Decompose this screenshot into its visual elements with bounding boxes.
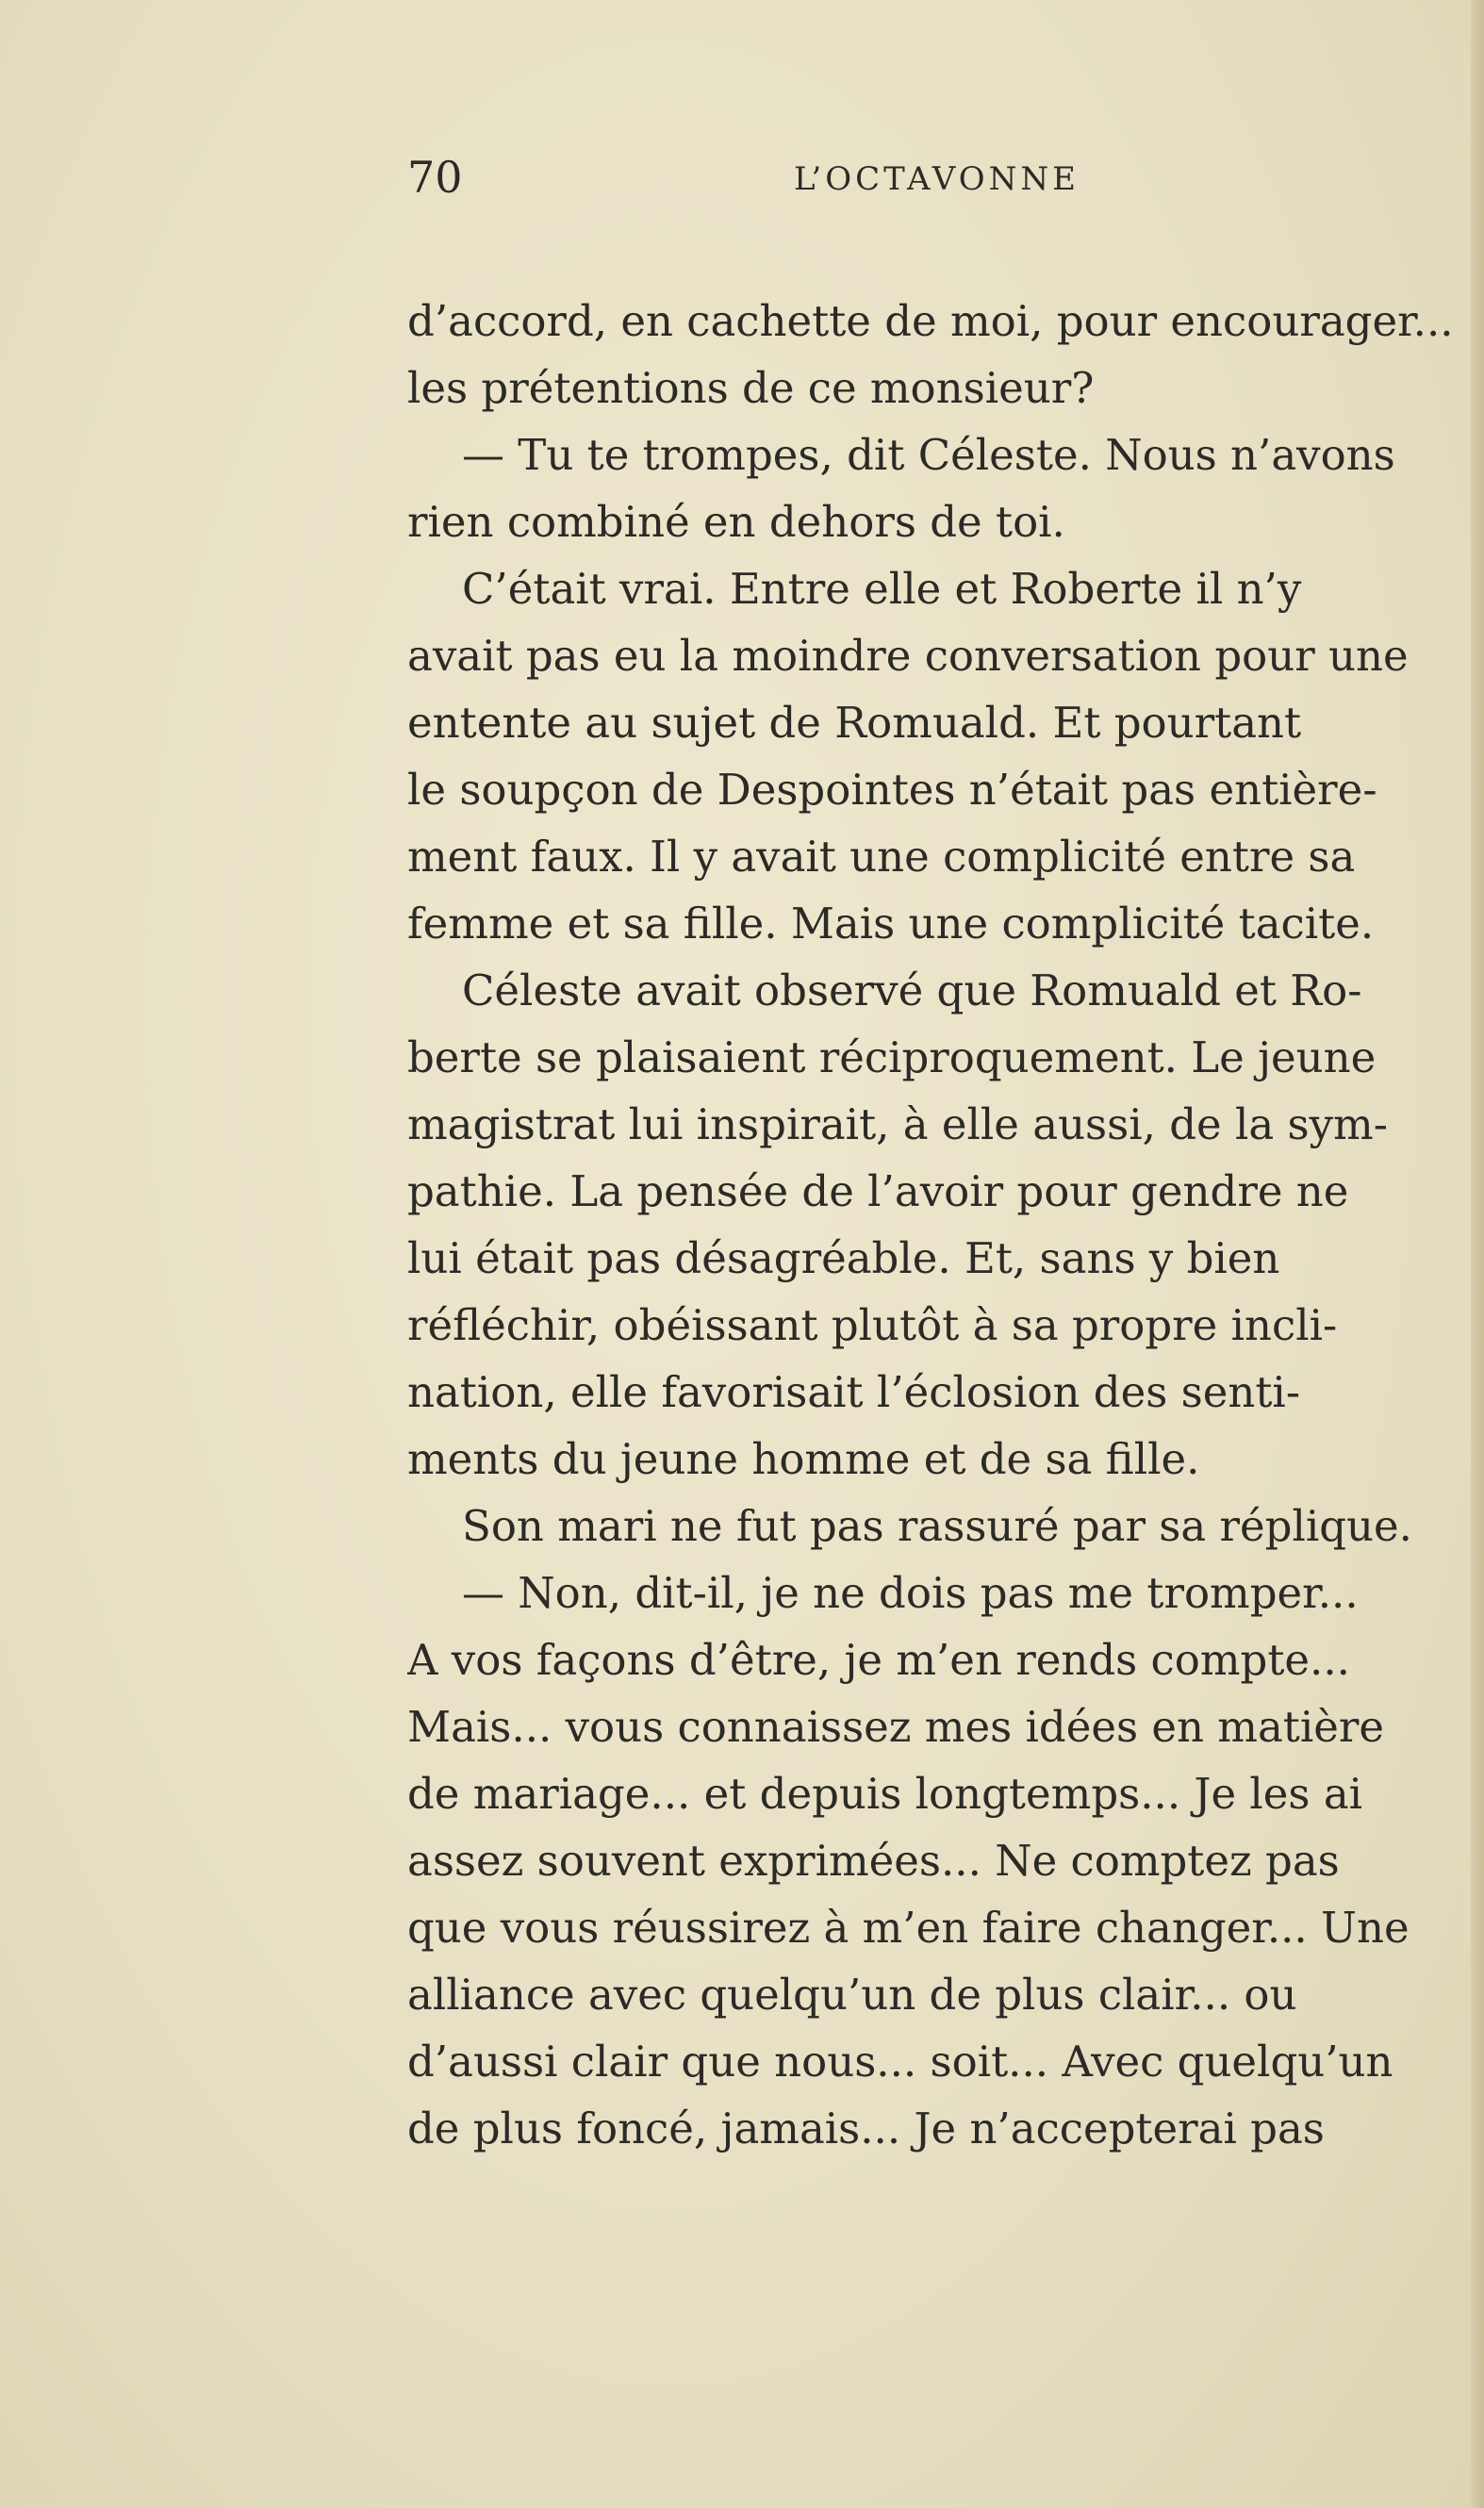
text-line: de mariage... et depuis longtemps... Je les ai	[407, 1769, 1363, 1819]
text-line: pathie. La pensée de l’avoir pour gendre ne	[407, 1166, 1349, 1216]
text-line: femme et sa fille. Mais une complicité tacite.	[407, 899, 1375, 949]
text-line: réfléchir, obéissant plutôt à sa propre incli-	[407, 1300, 1338, 1350]
text-line: alliance avec quelqu’un de plus clair... ou	[407, 1970, 1297, 2020]
text-line: nation, elle favorisait l’éclosion des senti-	[407, 1367, 1301, 1417]
text-line: d’accord, en cachette de moi, pour encourager...	[407, 296, 1454, 346]
running-title: L’OCTAVONNE	[794, 160, 1080, 198]
text-line: ment faux. Il y avait une complicité entre sa	[407, 832, 1356, 882]
text-line: le soupçon de Despointes n’était pas entière-	[407, 765, 1377, 815]
text-line: berte se plaisaient réciproquement. Le jeune	[407, 1032, 1377, 1082]
text-line: assez souvent exprimées... Ne comptez pas	[407, 1836, 1340, 1886]
text-line: entente au sujet de Romuald. Et pourtant	[407, 698, 1302, 748]
page-edge	[1471, 0, 1484, 2508]
text-line: rien combiné en dehors de toi.	[407, 497, 1065, 547]
text-line: A vos façons d’être, je m’en rends compte...	[407, 1635, 1350, 1685]
text-line: magistrat lui inspirait, à elle aussi, de la sym-	[407, 1099, 1388, 1149]
text-line: Mais... vous connaissez mes idées en matière	[407, 1702, 1385, 1752]
text-line: ments du jeune homme et de sa fille.	[407, 1434, 1200, 1484]
text-line: Son mari ne fut pas rassuré par sa réplique.	[462, 1501, 1412, 1551]
text-line: que vous réussirez à m’en faire changer... Une	[407, 1903, 1410, 1953]
text-line: les prétentions de ce monsieur?	[407, 363, 1095, 413]
text-line: — Tu te trompes, dit Céleste. Nous n’avons	[462, 430, 1395, 480]
text-line: lui était pas désagréable. Et, sans y bien	[407, 1233, 1280, 1283]
text-line: Céleste avait observé que Romuald et Ro-	[462, 965, 1362, 1015]
text-line: C’était vrai. Entre elle et Roberte il n’y	[462, 564, 1302, 614]
text-line: d’aussi clair que nous... soit... Avec quelqu’un	[407, 2037, 1393, 2087]
page-number: 70	[407, 152, 463, 203]
text-line: avait pas eu la moindre conversation pour une	[407, 631, 1409, 681]
text-line: — Non, dit-il, je ne dois pas me tromper...	[462, 1568, 1359, 1618]
body-text	[407, 288, 1471, 2162]
page-header	[407, 151, 1482, 207]
text-line: de plus foncé, jamais... Je n’accepterai pas	[407, 2104, 1325, 2153]
